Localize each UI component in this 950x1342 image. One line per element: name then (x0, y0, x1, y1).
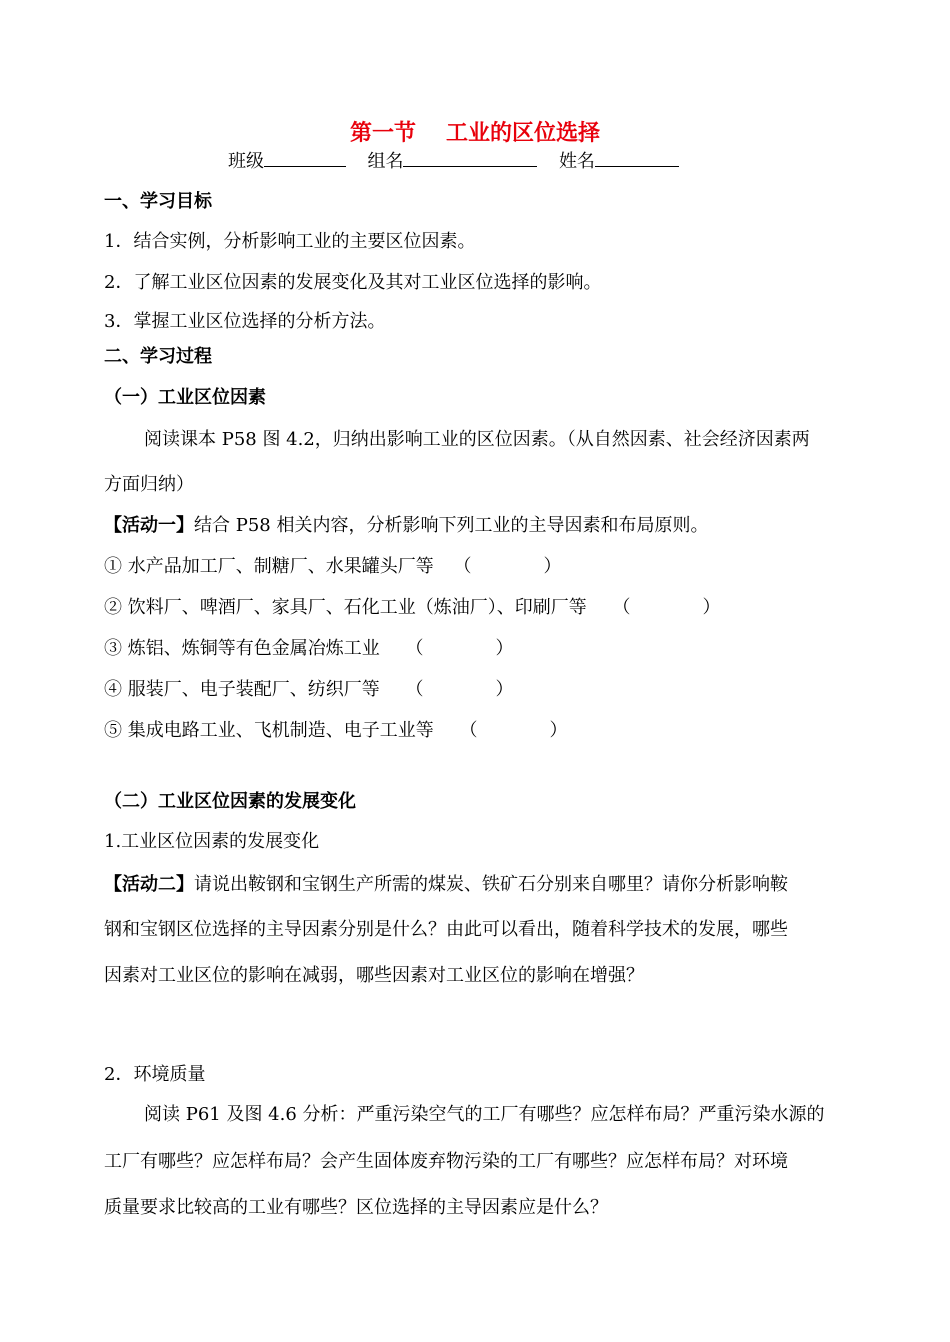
option-text: ⑤ 集成电路工业、飞机制造、电子工业等 (104, 720, 434, 741)
activity-one (104, 514, 708, 538)
answer-blank[interactable]: （ ） (405, 679, 514, 700)
group-label: 组名 (367, 151, 404, 172)
option-item-3 (104, 637, 513, 661)
title-section-number: 第一节 (349, 121, 416, 146)
reading-paragraph-line-1: 阅读课本 P58 图 4.2，归纳出影响工业的区位因素。（从自然因素、社会经济因素两 (144, 429, 810, 450)
option-text: ② 饮料厂、啤酒厂、家具厂、石化工业（炼油厂）、印刷厂等 (104, 597, 587, 618)
option-item-1 (104, 555, 561, 579)
option-text: ③ 炼铝、炼铜等有色金属冶炼工业 (104, 638, 380, 659)
goal-item-1: 1．结合实例，分析影响工业的主要区位因素。 (104, 231, 476, 252)
activity-one-text: 结合 P58 相关内容，分析影响下列工业的主导因素和布局原则。 (194, 515, 709, 536)
option-item-2 (104, 596, 720, 620)
activity-two-label: 【活动二】 (104, 874, 194, 895)
goal-item-3: 3．掌握工业区位选择的分析方法。 (104, 311, 386, 332)
answer-blank[interactable]: （ ） (453, 556, 562, 577)
environment-paragraph-line-3: 质量要求比较高的工业有哪些？区位选择的主导因素应是什么？ (104, 1197, 608, 1218)
activity-two-line-3: 因素对工业区位的影响在减弱，哪些因素对工业区位的影响在增强？ (104, 965, 644, 986)
option-text: ① 水产品加工厂、制糖厂、水果罐头厂等 (104, 556, 434, 577)
section-heading-process: 二、学习过程 (104, 346, 212, 367)
environment-paragraph-line-1: 阅读 P61 及图 4.6 分析：严重污染空气的工厂有哪些？应怎样布局？严重污染水源的 (144, 1104, 825, 1125)
goal-item-2: 2．了解工业区位因素的发展变化及其对工业区位选择的影响。 (104, 272, 602, 293)
class-label: 班级 (228, 151, 264, 172)
activity-one-label: 【活动一】 (104, 515, 194, 536)
subsection-heading-1: （一）工业区位因素 (104, 387, 266, 408)
name-label: 姓名 (558, 151, 595, 172)
subsection-heading-2: （二）工业区位因素的发展变化 (104, 791, 356, 812)
activity-two-text: 请说出鞍钢和宝钢生产所需的煤炭、铁矿石分别来自哪里？请你分析影响鞍 (194, 874, 788, 895)
activity-two-line-2: 钢和宝钢区位选择的主导因素分别是什么？由此可以看出，随着科学技术的发展，哪些 (104, 919, 788, 940)
answer-blank[interactable]: （ ） (405, 638, 514, 659)
title-topic: 工业的区位选择 (446, 121, 601, 146)
name-blank[interactable] (595, 148, 679, 167)
option-item-5 (104, 719, 567, 743)
answer-blank[interactable]: （ ） (459, 720, 568, 741)
reading-paragraph-line-2: 方面归纳） (104, 474, 194, 495)
option-item-4 (104, 678, 513, 702)
group-blank[interactable] (403, 148, 537, 167)
option-text: ④ 服装厂、电子装配厂、纺织厂等 (104, 679, 380, 700)
class-blank[interactable] (264, 148, 346, 167)
sub2-item-1: 1.工业区位因素的发展变化 (104, 831, 320, 852)
activity-two-line-1 (104, 873, 788, 897)
sub2-item-2: 2．环境质量 (104, 1064, 206, 1085)
student-info-row (228, 148, 679, 174)
section-heading-goals: 一、学习目标 (104, 191, 212, 212)
environment-paragraph-line-2: 工厂有哪些？应怎样布局？会产生固体废弃物污染的工厂有哪些？应怎样布局？对环境 (104, 1151, 788, 1172)
page-title (0, 116, 950, 147)
answer-blank[interactable]: （ ） (612, 597, 721, 618)
